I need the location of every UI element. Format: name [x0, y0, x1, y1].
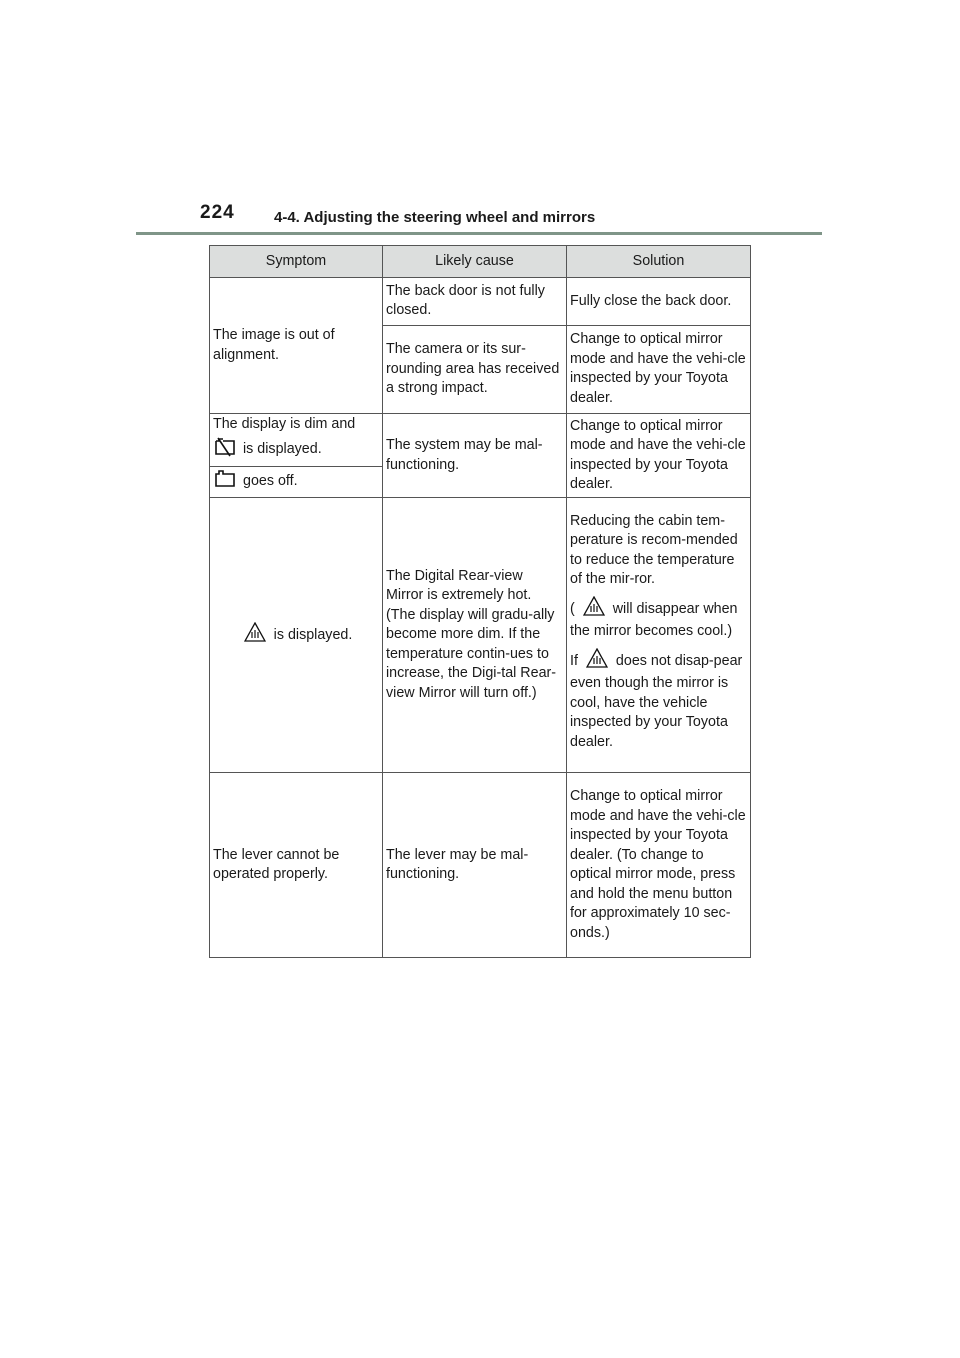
solution-text: If: [570, 652, 578, 669]
column-header-symptom: Symptom: [210, 246, 383, 278]
solution-cell: Change to optical mirror mode and have the vehi-cle inspected by your Toyota dealer.: [567, 414, 751, 498]
symptom-text: is displayed.: [243, 441, 322, 457]
solution-cell: Change to optical mirror mode and have the vehi-cle inspected by your Toyota dealer.: [567, 325, 751, 413]
section-title: 4-4. Adjusting the steering wheel and mirrors: [274, 209, 596, 226]
table-row: [210, 278, 751, 326]
table-row: [210, 773, 751, 958]
symptom-cell: [210, 467, 383, 498]
page-number: 224: [200, 202, 235, 223]
symptom-cell: The image is out of alignment.: [210, 278, 383, 414]
solution-cell: Change to optical mirror mode and have the vehi-cle inspected by your Toyota dealer. (To change to optical mirror mode, press and hold the menu button for approximately 10 sec-onds.): [567, 773, 751, 958]
troubleshooting-table: [209, 245, 751, 958]
cause-cell: The back door is not fully closed.: [383, 278, 567, 326]
table-row: [210, 414, 751, 467]
symptom-cell: [210, 414, 383, 467]
solution-cell: Fully close the back door.: [567, 278, 751, 326]
high-temperature-warning-icon: [244, 622, 266, 649]
symptom-text: goes off.: [243, 473, 298, 490]
high-temperature-warning-icon: [586, 648, 608, 675]
camera-crossed-icon: [213, 437, 237, 464]
high-temperature-warning-icon: [583, 596, 605, 623]
symptom-text: is displayed.: [273, 626, 353, 643]
cause-cell: The Digital Rear-view Mirror is extremely hot. (The display will gradu-ally become more dim. If the temperature contin-ues to increase, the Digi-tal Rear-view Mirror will turn off.): [383, 498, 567, 773]
cause-cell: The camera or its sur-rounding area has received a strong impact.: [383, 325, 567, 413]
header-divider: [136, 232, 822, 235]
symptom-text: The display is dim and: [213, 416, 356, 433]
cause-cell: The system may be mal-functioning.: [383, 414, 567, 498]
solution-paragraph: [570, 648, 747, 753]
solution-paragraph: [570, 596, 747, 642]
table-row: [210, 498, 751, 773]
symptom-cell: The lever cannot be operated properly.: [210, 773, 383, 958]
column-header-likely-cause: Likely cause: [383, 246, 567, 278]
solution-text: (: [570, 600, 575, 617]
solution-text: will disappear when the mirror becomes cool.): [570, 600, 738, 640]
symptom-cell: [210, 498, 383, 773]
table-header-row: [210, 246, 751, 278]
column-header-solution: Solution: [567, 246, 751, 278]
solution-paragraph: Reducing the cabin tem-perature is recom-mended to reduce the temperature of the mir-ror.: [570, 512, 738, 588]
solution-cell: [567, 498, 751, 773]
solution-text: does not disap-pear even though the mirror is cool, have the vehicle inspected by your Toyota dealer.: [570, 652, 743, 750]
page-header: [200, 200, 820, 234]
cause-cell: The lever may be mal-functioning.: [383, 773, 567, 958]
camera-frame-icon: [213, 470, 237, 495]
